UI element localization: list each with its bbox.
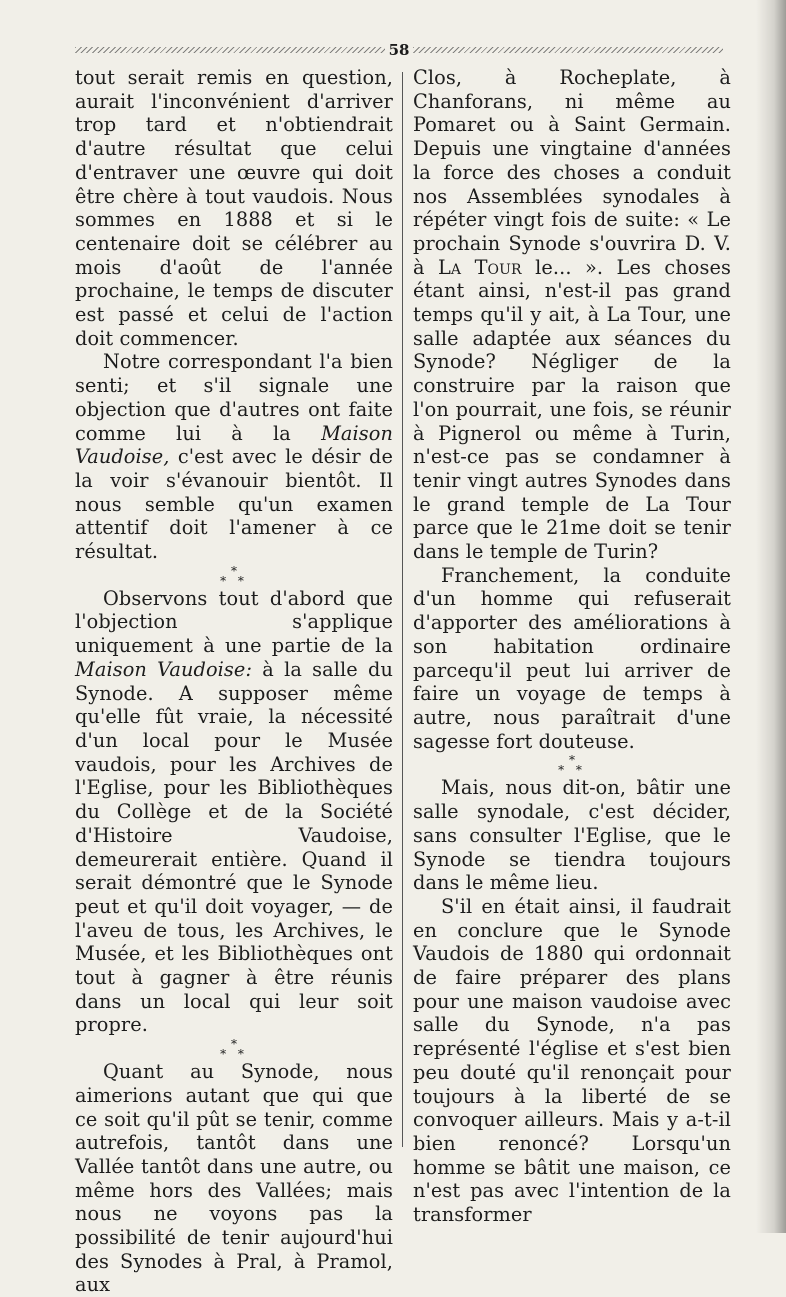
column-divider	[402, 72, 403, 1147]
text-run: à la salle du Synode. A supposer même qu'elle fût vraie, la nécessité d'un local pour le Musée vaudois, pour les Archives de l'Eglise, pour les Bibliothèques du Collège et de la Société d'Histoire Vaudoise, demeurerait entière. Quand il serait démontré que le Synode peut et qu'il doit voyager, — de l'aveu de tous, les Archives, le Musée, et les Bibliothèques ont tout à gagner à être réunis dans un local qui leur soit propre.	[75, 657, 394, 1037]
text-run: le... ». Les choses étant ainsi, n'est-il pas grand temps qu'il y ait, à La Tour, une salle adaptée aux séances du Synode? Négliger de la construire par la raison que l'on pourrait, une fois, se réunir à Pignerol ou même à Turin, n'est-ce pas se condamner à tenir vingt autres Synodes dans le grand temple de La Tour parce que le 21me doit se tenir dans le temple de Turin?	[413, 255, 731, 564]
small-caps-text: La Tour	[438, 255, 522, 279]
paragraph: Mais, nous dit-on, bâtir une salle synodale, c'est décider, sans consulter l'Eglise, que le Synode se tiendra toujours dans le même lieu.	[413, 776, 731, 895]
asterism-bottom: * *	[220, 1047, 248, 1062]
right-column	[413, 66, 731, 1227]
paragraph	[75, 587, 393, 1037]
asterism-bottom: * *	[220, 573, 248, 588]
asterism	[75, 564, 393, 587]
paragraph	[75, 350, 393, 563]
paragraph: Quant au Synode, nous aimerions autant que qui que ce soit qu'il pût se tenir, comme autrefois, tantôt dans une Vallée tantôt dans une autre, ou même hors des Vallées; mais nous ne voyons pas la possibilité de tenir aujourd'hui des Synodes à Pral, à Pramol, aux	[75, 1060, 393, 1297]
header-rule-left	[75, 47, 385, 53]
italic-title: Maison Vaudoise:	[75, 657, 253, 681]
italic-title: Maison Vaudoise,	[75, 421, 393, 469]
paragraph	[413, 66, 731, 564]
asterism	[75, 1037, 393, 1060]
asterism	[413, 753, 731, 776]
asterism-top: *	[568, 753, 576, 768]
text-run: Observons tout d'abord que l'objection s'applique uniquement à une partie de la	[75, 586, 393, 658]
paragraph: Franchement, la conduite d'un homme qui refuserait d'apporter des améliorations à son habitation ordinaire parcequ'il peut lui arriver de faire un voyage de temps à autre, nous paraîtrait d'une sagesse fort douteuse.	[413, 563, 731, 753]
paragraph: S'il en était ainsi, il faudrait en conclure que le Synode Vaudois de 1880 qui ordonnait de faire préparer des plans pour une maison vaudoise avec salle du Synode, n'a pas représenté l'église et s'est bien peu douté qu'il renonçait pour toujours à la liberté de se convoquer ailleurs. Mais y a-t-il bien renoncé? Lorsqu'un homme se bâtit une maison, ce n'est pas avec l'intention de la transformer	[413, 894, 731, 1227]
text-run: Clos, à Rocheplate, à Chanforans, ni même au Pomaret ou à Saint Germain. Depuis une vingtaine d'années la force des choses a conduit nos Assemblées synodales à répéter vingt fois de suite: « Le prochain Synode s'ouvrira D. V. à	[413, 66, 731, 279]
page-number: 58	[388, 40, 410, 59]
page-edge-shadow	[756, 0, 786, 1233]
asterism-top: *	[230, 563, 238, 578]
text-run: Notre correspondant l'a bien senti; et s'il signale une objection que d'autres ont faite comme lui à la	[75, 350, 393, 445]
paragraph: tout serait remis en question, aurait l'inconvénient d'arriver trop tard et n'obtiendrait d'autre résultat que celui d'entraver une œuvre qui doit être chère à tout vaudois. Nous sommes en 1888 et si le centenaire doit se célébrer au mois d'août de l'année prochaine, le temps de discuter est passé et celui de l'action doit commencer.	[75, 66, 393, 350]
left-column	[75, 66, 393, 1297]
asterism-bottom: * *	[558, 763, 586, 778]
page-header	[75, 40, 723, 60]
asterism-top: *	[230, 1037, 238, 1052]
header-rule-right	[413, 47, 723, 53]
text-run: c'est avec le désir de la voir s'évanouir bientôt. Il nous semble qu'un examen attentif doit l'amener à ce résultat.	[75, 445, 393, 564]
